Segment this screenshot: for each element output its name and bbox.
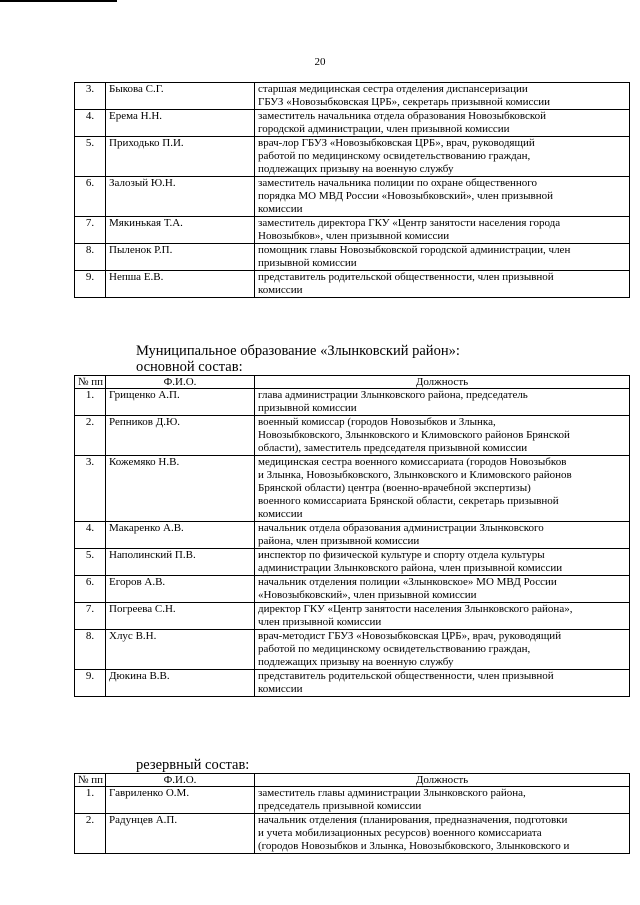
position-line: заместитель главы администрации Злынковского района, [258,787,526,799]
row-number: 9. [75,271,106,298]
member-name: Залозый Ю.Н. [106,177,255,217]
position-line: глава администрации Злынковского района, председатель [258,389,528,401]
member-name: Мякинькая Т.А. [106,217,255,244]
position-line: (городов Новозыбков и Злынка, Новозыбковского, Злынковского и [258,840,570,852]
position-line: комиссии [258,203,303,215]
table-row [75,630,630,670]
position-line: района, член призывной комиссии [258,535,420,547]
row-number: 2. [75,814,106,854]
position-line: Брянской области) центра (военно-врачебной экспертизы) [258,482,531,494]
member-name: Непша Е.В. [106,271,255,298]
position-line: призывной комиссии [258,402,357,414]
member-name: Быкова С.Г. [106,83,255,110]
header-num: № пп [75,774,106,787]
position-line: подлежащих призыву на военную службу [258,656,454,668]
table-row [75,177,630,217]
position-line: помощник главы Новозыбковской городской администрации, член [258,244,571,256]
table-row [75,416,630,456]
member-name: Репников Д.Ю. [106,416,255,456]
member-position [255,271,630,298]
position-line: военного комиссариата Брянской области, секретарь призывной [258,495,559,507]
row-number: 8. [75,244,106,271]
position-line: «Новозыбковский», член призывной комиссии [258,589,477,601]
member-position [255,110,630,137]
table-body [75,389,630,697]
table-body [75,787,630,854]
table-row [75,137,630,177]
position-line: Новозыбковского, Злынковского и Климовского районов Брянской [258,429,570,441]
row-number: 4. [75,522,106,549]
row-number: 6. [75,576,106,603]
position-line: призывной комиссии [258,257,357,269]
row-number: 4. [75,110,106,137]
row-number: 1. [75,787,106,814]
table-row [75,83,630,110]
position-line: врач-лор ГБУЗ «Новозыбковская ЦРБ», врач, руководящий [258,137,535,149]
position-line: Новозыбков», член призывной комиссии [258,230,450,242]
commission-table-continued [74,82,630,298]
position-line: ГБУЗ «Новозыбковская ЦРБ», секретарь призывной комиссии [258,96,551,108]
position-line: работой по медицинскому освидетельствованию граждан, [258,150,531,162]
header-num: № пп [75,376,106,389]
member-position [255,244,630,271]
top-rule [0,0,117,2]
municipality-heading: Муниципальное образование «Злынковский район»: [136,343,460,359]
member-position [255,137,630,177]
position-line: области), заместитель председателя призывной комиссии [258,442,528,454]
position-line: комиссии [258,683,303,695]
position-line: начальник отделения полиции «Злынковское» МО МВД России [258,576,557,588]
row-number: 5. [75,549,106,576]
member-name: Погреева С.Н. [106,603,255,630]
position-line: начальник отделения (планирования, предназначения, подготовки [258,814,568,826]
position-line: представитель родительской общественности, член призывной [258,271,554,283]
member-name: Кожемяко Н.В. [106,456,255,522]
member-name: Радунцев А.П. [106,814,255,854]
member-position [255,814,630,854]
row-number: 9. [75,670,106,697]
table-row [75,670,630,697]
row-number: 7. [75,603,106,630]
row-number: 3. [75,456,106,522]
member-name: Дюкина В.В. [106,670,255,697]
member-position [255,576,630,603]
member-position [255,83,630,110]
main-composition-heading: основной состав: [136,359,243,375]
member-position [255,456,630,522]
table-row [75,549,630,576]
member-name: Макаренко А.В. [106,522,255,549]
member-position [255,630,630,670]
position-line: директор ГКУ «Центр занятости населения Злынковского района», [258,603,573,615]
table-body [75,83,630,298]
member-position [255,603,630,630]
member-position [255,217,630,244]
member-position [255,670,630,697]
reserve-composition-table [74,773,630,854]
position-line: порядка МО МВД России «Новозыбковский», член призывной [258,190,554,202]
position-line: медицинская сестра военного комиссариата (городов Новозыбков [258,456,567,468]
position-line: и учета мобилизационных ресурсов) военного комиссариата [258,827,542,839]
member-position [255,522,630,549]
member-name: Пыленок Р.П. [106,244,255,271]
row-number: 7. [75,217,106,244]
table-row [75,271,630,298]
position-line: член призывной комиссии [258,616,382,628]
table-row [75,603,630,630]
position-line: подлежащих призыву на военную службу [258,163,454,175]
position-line: заместитель директора ГКУ «Центр занятости населения города [258,217,561,229]
position-line: врач-методист ГБУЗ «Новозыбковская ЦРБ», врач, руководящий [258,630,562,642]
member-name: Гавриленко О.М. [106,787,255,814]
row-number: 2. [75,416,106,456]
position-line: работой по медицинскому освидетельствованию граждан, [258,643,531,655]
table-row [75,110,630,137]
member-name: Грищенко А.П. [106,389,255,416]
row-number: 3. [75,83,106,110]
position-line: и Злынка, Новозыбковского, Злынковского и Климовского районов [258,469,572,481]
page-number: 20 [314,56,326,68]
position-line: военный комиссар (городов Новозыбков и Злынка, [258,416,496,428]
header-position: Должность [255,774,630,787]
row-number: 1. [75,389,106,416]
position-line: комиссии [258,508,303,520]
position-line: городской администрации, член призывной комиссии [258,123,510,135]
member-name: Хлус В.Н. [106,630,255,670]
position-line: представитель родительской общественности, член призывной [258,670,554,682]
row-number: 5. [75,137,106,177]
table-row [75,576,630,603]
member-position [255,549,630,576]
row-number: 8. [75,630,106,670]
table-row [75,456,630,522]
position-line: председатель призывной комиссии [258,800,422,812]
member-name: Егоров А.В. [106,576,255,603]
member-position [255,787,630,814]
table-row [75,389,630,416]
member-name: Ерема Н.Н. [106,110,255,137]
position-line: инспектор по физической культуре и спорту отдела культуры [258,549,545,561]
member-name: Приходько П.И. [106,137,255,177]
position-line: заместитель начальника отдела образования Новозыбковской [258,110,547,122]
position-line: комиссии [258,284,303,296]
table-header-row [75,376,630,389]
main-composition-table [74,375,630,697]
member-name: Наполинский П.В. [106,549,255,576]
table-row [75,787,630,814]
position-line: старшая медицинская сестра отделения диспансеризации [258,83,528,95]
table-row [75,244,630,271]
table-row [75,522,630,549]
header-position: Должность [255,376,630,389]
header-name: Ф.И.О. [106,376,255,389]
member-position [255,389,630,416]
header-name: Ф.И.О. [106,774,255,787]
position-line: начальник отдела образования администрации Злынковского [258,522,544,534]
table-row [75,814,630,854]
position-line: администрации Злынковского района, член призывной комиссии [258,562,563,574]
reserve-composition-heading: резервный состав: [136,757,250,773]
member-position [255,416,630,456]
member-position [255,177,630,217]
position-line: заместитель начальника полиции по охране общественного [258,177,538,189]
row-number: 6. [75,177,106,217]
table-header-row [75,774,630,787]
table-row [75,217,630,244]
